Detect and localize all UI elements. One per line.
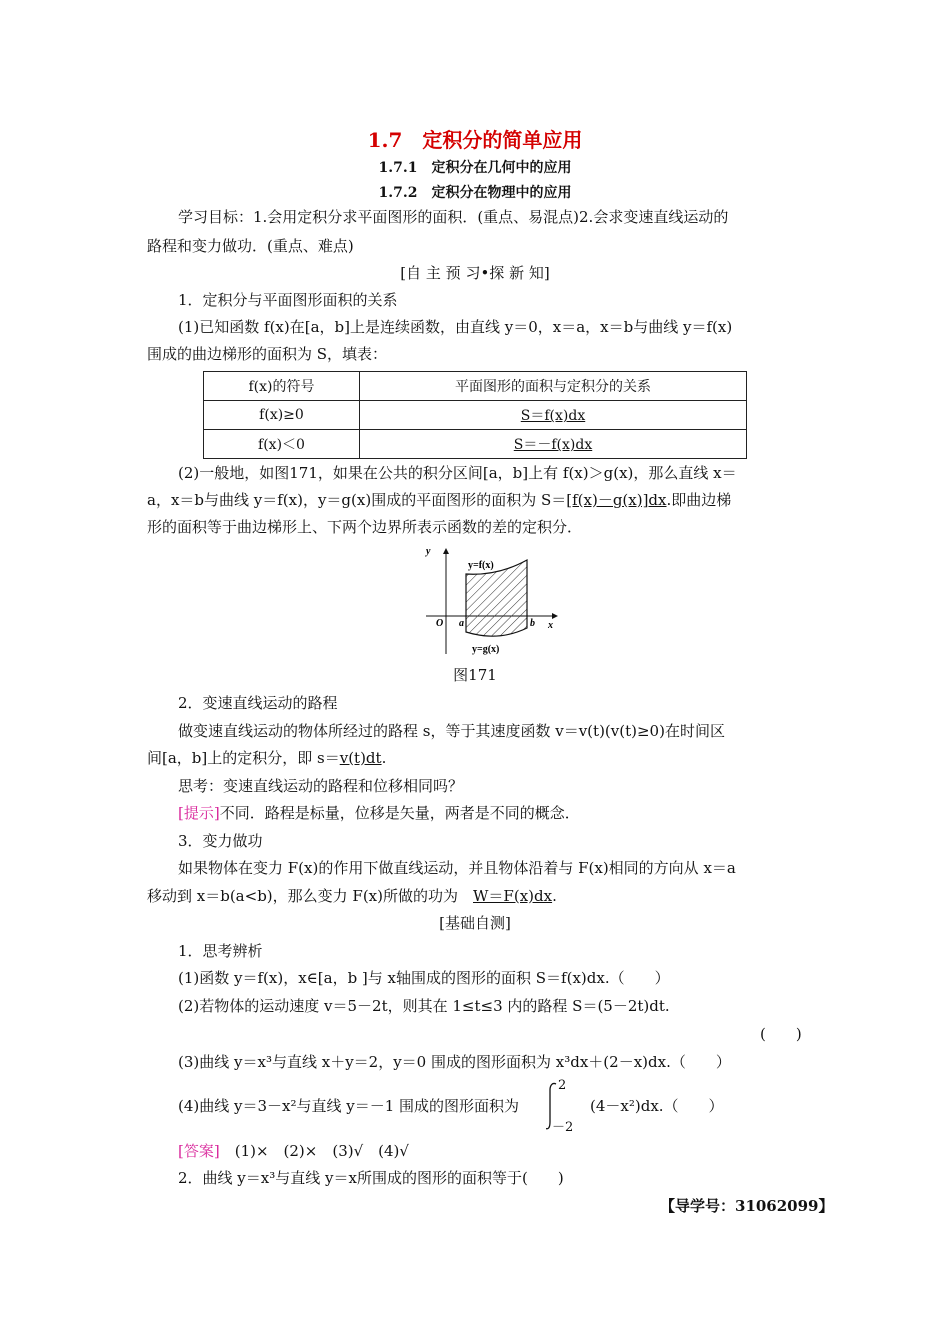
a-label: a xyxy=(459,618,464,629)
q1-heading: 1．思考辨析 xyxy=(178,942,263,960)
table-header-row xyxy=(204,372,747,401)
learning-goals-cont: 路程和变力做功．(重点、难点) xyxy=(147,237,354,255)
answer-line xyxy=(178,1141,409,1161)
table-cell-answer: S＝f(x)dx xyxy=(520,408,586,424)
integral-lower-limit: －2 xyxy=(552,1120,574,1135)
answer-blank: v(t)dt xyxy=(339,749,382,767)
section3-heading: 3．变力做功 xyxy=(178,832,263,850)
answer-tag: [答案] xyxy=(178,1142,220,1160)
integral-upper-limit: 2 xyxy=(558,1078,567,1093)
q1-item-2: (2)若物体的运动速度 v＝5－2t，则其在 1≤t≤3 内的路程 S＝(5－2t)dt. xyxy=(178,997,670,1015)
page-title: 1.7 定积分的简单应用 xyxy=(367,128,583,152)
answer-blank: [f(x)－g(x)]dx xyxy=(566,491,667,509)
section3-line2 xyxy=(147,886,557,906)
section1-para1: (1)已知函数 f(x)在[a，b]上是连续函数，由直线 y＝0，x＝a，x＝b与曲线 y＝f(x) xyxy=(178,318,733,336)
answer-blank: W＝F(x)dx xyxy=(473,887,553,905)
relation-table xyxy=(203,371,747,459)
table-cell: f(x)≥0 xyxy=(204,401,360,430)
section1-heading: 1．定积分与平面图形面积的关系 xyxy=(178,291,398,309)
guide-number: 【导学号：31062099】 xyxy=(660,1197,834,1215)
curve-g-label: y=g(x) xyxy=(472,644,500,655)
think-question: 思考：变速直线运动的路程和位移相同吗？ xyxy=(178,777,464,795)
table-row xyxy=(204,401,747,430)
table-cell xyxy=(360,430,747,459)
shaded-region xyxy=(466,560,527,636)
q1-item-1: (1)函数 y＝f(x)，x∈[a，b ]与 x轴围成的图形的面积 S＝f(x)dx.（ ） xyxy=(178,969,670,987)
answer-text: (1)× (2)× (3)√ (4)√ xyxy=(219,1142,409,1160)
table-row xyxy=(204,430,747,459)
hint-tag: [提示] xyxy=(178,804,220,822)
section1-para2-line2 xyxy=(147,490,731,510)
y-axis-arrow xyxy=(443,548,449,554)
q2: 2．曲线 y＝x³与直线 y＝x所围成的图形的面积等于( ) xyxy=(178,1169,564,1187)
section1-para1-cont: 围成的曲边梯形的面积为 S，填表： xyxy=(147,345,388,363)
text-fragment: .即曲边梯 xyxy=(666,491,732,509)
b-label: b xyxy=(530,618,535,629)
y-label: y xyxy=(426,546,431,557)
q1-item-3: (3)曲线 y＝x³与直线 x＋y＝2，y＝0 围成的图形面积为 x³dx＋(2－x)dx.（ ） xyxy=(178,1053,731,1071)
section2-line1: 做变速直线运动的物体所经过的路程 s，等于其速度函数 v＝v(t)(v(t)≥0)在时间区 xyxy=(178,722,725,740)
section2-heading: 2．变速直线运动的路程 xyxy=(178,694,338,712)
section3-line1: 如果物体在变力 F(x)的作用下做直线运动，并且物体沿着与 F(x)相同的方向从 x＝a xyxy=(178,859,736,877)
x-axis-arrow xyxy=(552,613,558,619)
text-fragment: a，x＝b与曲线 y＝f(x)，y＝g(x)围成的平面图形的面积为 S＝ xyxy=(147,491,567,509)
text-fragment: 移动到 x＝b(a<b)，那么变力 F(x)所做的功为 xyxy=(147,887,458,905)
q1-item-4-cont: (4－x²)dx.（ ） xyxy=(590,1097,724,1115)
subtitle-1: 1.7.1 定积分在几何中的应用 xyxy=(378,160,572,176)
x-label: x xyxy=(548,620,553,631)
section1-para2: (2)一般地，如图171，如果在公共的积分区间[a，b]上有 f(x)＞g(x)，那么直线 x＝ xyxy=(178,464,737,482)
table-header: 平面图形的面积与定积分的关系 xyxy=(360,372,747,401)
hint-text: 不同．路程是标量，位移是矢量，两者是不同的概念． xyxy=(219,804,580,822)
table-cell: f(x)＜0 xyxy=(204,430,360,459)
origin-label: O xyxy=(436,618,444,629)
hint-line xyxy=(178,803,580,823)
section1-para2-line3: 形的面积等于曲边梯形上、下两个边界所表示函数的差的定积分． xyxy=(147,518,583,536)
figure-171 xyxy=(420,546,560,658)
section2-line2 xyxy=(147,748,386,768)
learning-goals: 学习目标：1.会用定积分求平面图形的面积．(重点、易混点)2.会求变速直线运动的 xyxy=(178,208,729,226)
table-cell xyxy=(360,401,747,430)
text-fragment: 间[a，b]上的定积分，即 s＝ xyxy=(147,749,340,767)
table-header: f(x)的符号 xyxy=(204,372,360,401)
curve-f-label: y=f(x) xyxy=(468,560,494,571)
q1-item-2-paren: ( ) xyxy=(760,1025,802,1043)
figure-caption: 图171 xyxy=(453,666,497,684)
text-fragment: . xyxy=(381,749,387,767)
section-preview-heading: [自 主 预 习•探 新 知] xyxy=(400,264,550,282)
section-test-heading: [基础自测] xyxy=(439,914,511,932)
table-cell-answer: S＝－f(x)dx xyxy=(513,437,593,453)
text-fragment: . xyxy=(552,887,557,905)
subtitle-2: 1.7.2 定积分在物理中的应用 xyxy=(378,185,572,201)
q1-item-4: (4)曲线 y＝3－x²与直线 y＝－1 围成的图形面积为 xyxy=(178,1097,520,1115)
